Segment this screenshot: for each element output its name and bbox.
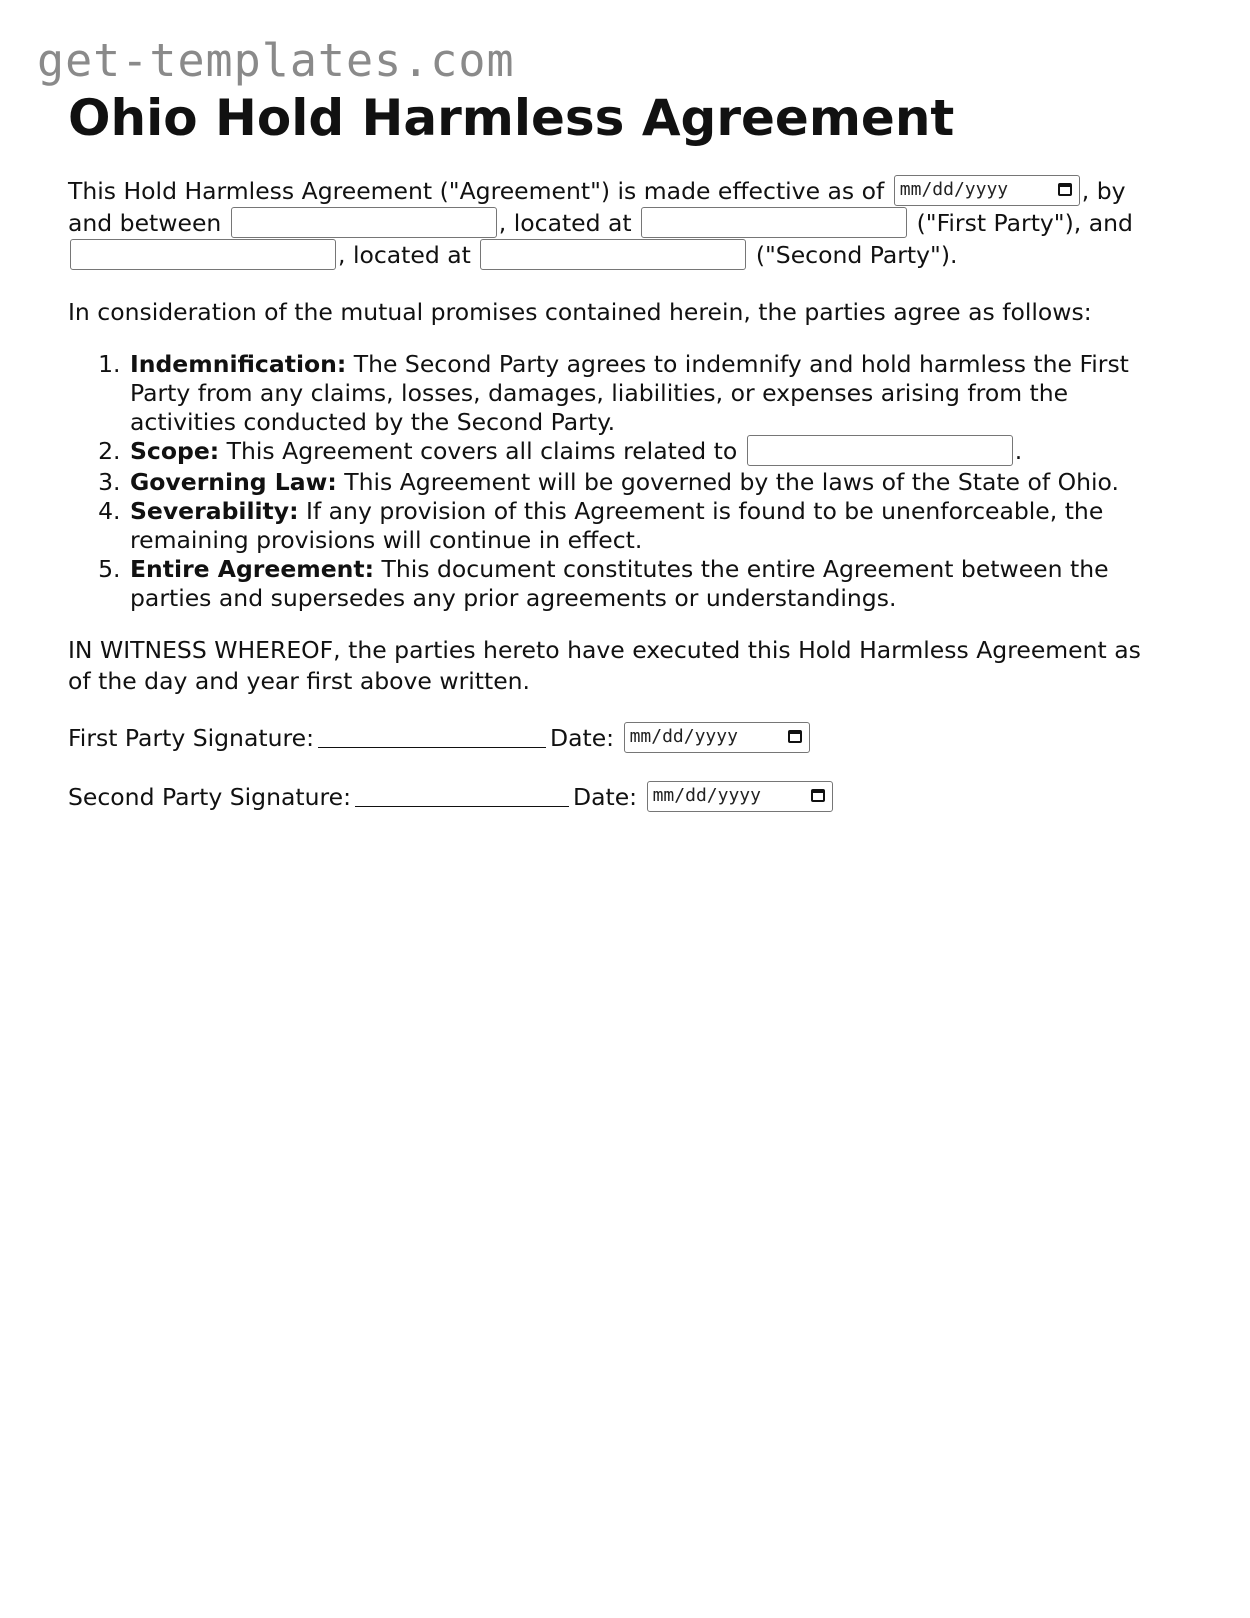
- page-title: Ohio Hold Harmless Agreement: [68, 89, 955, 147]
- calendar-icon[interactable]: [811, 789, 825, 802]
- second-party-address-field[interactable]: [480, 239, 746, 270]
- intro-text-3: , located at: [498, 209, 632, 237]
- clause-heading: Indemnification:: [130, 350, 347, 378]
- clause-text: This document constitutes the entire Agreement between the parties and supersedes any prior agreements or understandings.: [130, 555, 1109, 612]
- clause-item: [128, 468, 1168, 497]
- clause-after: .: [1014, 437, 1023, 465]
- clause-heading: Severability:: [130, 497, 299, 525]
- intro-text-2: , by and between: [68, 177, 1126, 237]
- clause-list: [68, 350, 1168, 613]
- second-party-signature-line: [68, 780, 1168, 814]
- first-party-signature-line: [68, 721, 1168, 755]
- second-party-date-field[interactable]: [647, 781, 833, 812]
- date-label: Date:: [549, 724, 615, 752]
- clause-text: The Second Party agrees to indemnify and hold harmless the First Party from any claims, losses, damages, liabilities, or expenses arising from the activities conducted by the Second Party.: [130, 350, 1129, 436]
- intro-text-6: ("Second Party").: [755, 241, 958, 269]
- clause-text: If any provision of this Agreement is found to be unenforceable, the remaining provisions will continue in effect.: [130, 497, 1104, 554]
- effective-date-field[interactable]: [894, 175, 1080, 206]
- clause-item: [128, 350, 1168, 437]
- clause-item: [128, 555, 1168, 613]
- intro-text-4: ("First Party"), and: [916, 209, 1133, 237]
- witness-paragraph: IN WITNESS WHEREOF, the parties hereto have executed this Hold Harmless Agreement as of the day and year first above written.: [68, 636, 1141, 695]
- calendar-icon[interactable]: [1058, 183, 1072, 196]
- clause-item: [128, 497, 1168, 555]
- clause-heading: Scope:: [130, 437, 220, 465]
- consideration-paragraph: In consideration of the mutual promises contained herein, the parties agree as follows:: [68, 298, 1092, 326]
- intro-paragraph: [68, 176, 1168, 272]
- calendar-icon[interactable]: [788, 730, 802, 743]
- clause-text: This Agreement will be governed by the laws of the State of Ohio.: [336, 468, 1119, 496]
- second-party-signature-blank[interactable]: [355, 782, 569, 807]
- second-party-signature-label: Second Party Signature:: [68, 783, 352, 811]
- first-party-signature-label: First Party Signature:: [68, 724, 314, 752]
- date-placeholder: mm/dd/yyyy: [629, 726, 738, 747]
- intro-text-1: This Hold Harmless Agreement ("Agreement") is made effective as of: [68, 177, 885, 205]
- first-party-signature-blank[interactable]: [318, 723, 546, 748]
- clause-heading: Entire Agreement:: [130, 555, 375, 583]
- date-placeholder: mm/dd/yyyy: [652, 785, 761, 806]
- agreement-document: [68, 88, 1168, 839]
- date-label: Date:: [573, 783, 638, 811]
- intro-text-5: , located at: [338, 241, 471, 269]
- watermark: get-templates.com: [37, 34, 515, 87]
- clause-text: This Agreement covers all claims related to: [219, 437, 738, 465]
- first-party-address-field[interactable]: [641, 207, 907, 238]
- scope-field[interactable]: [747, 435, 1013, 466]
- effective-date-placeholder: mm/dd/yyyy: [899, 179, 1009, 200]
- clause-heading: Governing Law:: [130, 468, 337, 496]
- clause-item: [128, 437, 1168, 468]
- first-party-date-field[interactable]: [624, 722, 810, 753]
- first-party-name-field[interactable]: [231, 207, 497, 238]
- second-party-name-field[interactable]: [70, 239, 336, 270]
